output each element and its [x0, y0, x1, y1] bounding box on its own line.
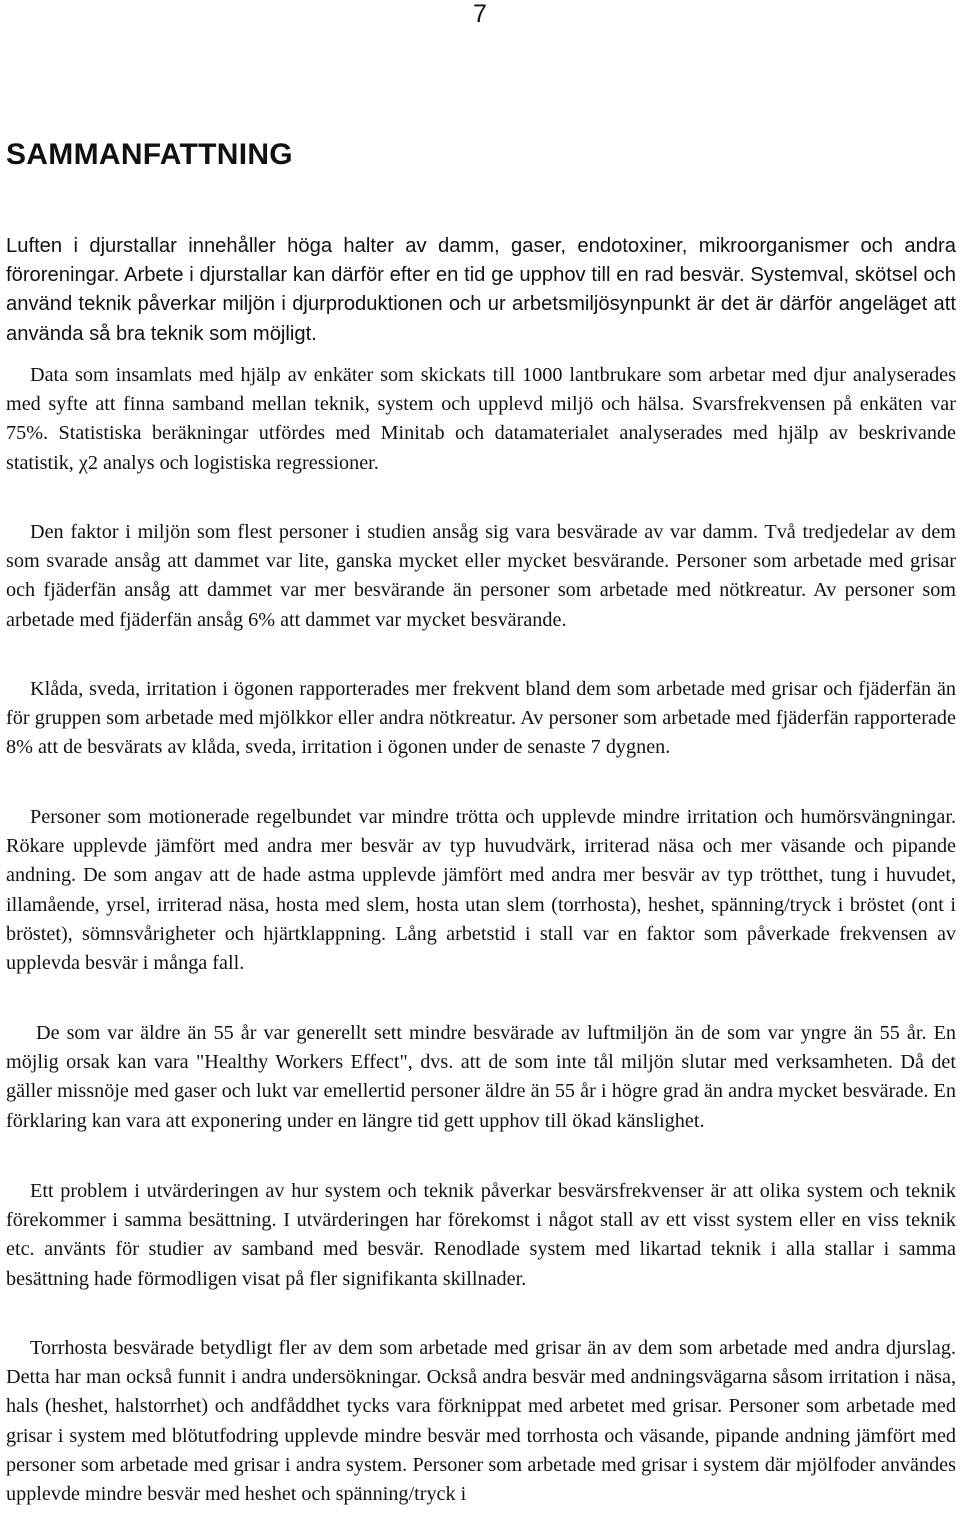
- section-heading: SAMMANFATTNING: [6, 138, 293, 171]
- paragraph-dry-cough: Torrhosta besvärade betydligt fler av dem som arbetade med grisar än av dem som arbetade med andra djurslag. Detta har man också funnit i andra undersökningar. Också andra besvär med andningsvägarna såsom irritation i näsa, hals (heshet, halstorrhet) och andfåddhet tycks vara förknippat med arbetet med grisar. Personer som arbetade med grisar i system med blötutfodring upplevde mindre besvär med torrhosta och väsande, pipande andning jämfört med personer som arbetade med grisar i andra system. Personer som arbetade med grisar i system där mjölfoder användes upplevde mindre besvär med heshet och spänning/tryck i: [6, 1337, 956, 1506]
- paragraph-data-collection: Data som insamlats med hjälp av enkäter som skickats till 1000 lantbrukare som arbetar med djur analyserades med syfte att finna samband mellan teknik, system och upplevd miljö och hälsa. Svarsfrekvensen på enkäten var 75%. Statistiska beräkningar utfördes med Minitab och datamaterialet analyserades med hjälp av beskrivande statistik, χ2 analys och logistiska regressioner.: [6, 364, 956, 474]
- paragraph-intro: Luften i djurstallar innehåller höga halter av damm, gaser, endotoxiner, mikroorganismer och andra föroreningar. Arbete i djurstallar kan därför efter en tid ge upphov till en rad besvär. Systemval, skötsel och använd teknik påverkar miljön i djurproduktionen och ur arbetsmiljösynpunkt är det är därför angeläget att använda så bra teknik som möjligt.: [6, 235, 956, 345]
- page-number: 7: [473, 0, 487, 28]
- paragraph-exercise-smoking: Personer som motionerade regelbundet var mindre trötta och upplevde mindre irritation och humörsvängningar. Rökare upplevde jämfört med andra mer besvär av typ huvudvärk, irriterad näsa och mer väsande och pipande andning. De som angav att de hade astma upplevde jämfört med andra mer besvär av typ trötthet, tung i huvudet, illamående, yrsel, irriterad näsa, hosta med slem, hosta utan slem (torrhosta), heshet, spänning/tryck i bröstet (ont i bröstet), sömnsvårigheter och hjärtklappning. Lång arbetstid i stall var en faktor som påverkade frekvensen av upplevda besvär i många fall.: [6, 806, 956, 975]
- paragraph-dust: Den faktor i miljön som flest personer i studien ansåg sig vara besvärade av var damm. Två tredjedelar av dem som svarade ansåg att dammet var lite, ganska mycket eller mycket besvärande. Personer som arbetade med grisar och fjäderfän ansåg att dammet var mer besvärande än personer som arbetade med nötkreatur. Av personer som arbetade med fjäderfän ansåg 6% att dammet var mycket besvärande.: [6, 521, 956, 631]
- paragraph-eye-irritation: Klåda, sveda, irritation i ögonen rapporterades mer frekvent bland dem som arbetade med grisar och fjäderfän än för gruppen som arbetade med mjölkkor eller andra nötkreatur. Av personer som arbetade med fjäderfän rapporterade 8% att de besvärats av klåda, sveda, irritation i ögonen under de senaste 7 dygnen.: [6, 678, 956, 759]
- paragraph-evaluation-problem: Ett problem i utvärderingen av hur system och teknik påverkar besvärsfrekvenser är att olika system och teknik förekommer i samma besättning. I utvärderingen har förekomst i något stall av ett visst system eller en viss teknik etc. använts för studier av samband med besvär. Renodlade system med likartad teknik i alla stallar i samma besättning hade förmodligen visat på fler signifikanta skillnader.: [6, 1180, 956, 1290]
- paragraph-age: De som var äldre än 55 år var generellt sett mindre besvärade av luftmiljön än de som var yngre än 55 år. En möjlig orsak kan vara "Healthy Workers Effect", dvs. att de som inte tål miljön slutar med verksamheten. Då det gäller missnöje med gaser och lukt var emellertid personer äldre än 55 år i högre grad än andra mycket besvärade. En förklaring kan vara att exponering under en längre tid gett upphov till ökad känslighet.: [6, 1022, 956, 1132]
